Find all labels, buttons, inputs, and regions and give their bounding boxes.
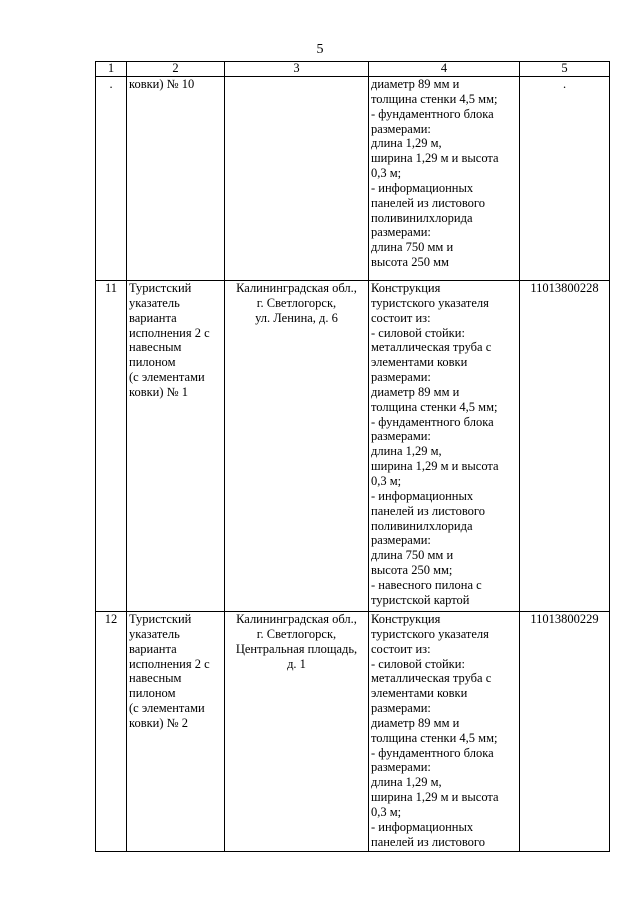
- description-line: ширина 1,29 м и высота: [371, 459, 499, 474]
- description-line: Конструкция: [371, 612, 441, 626]
- description-line: размерами:: [371, 121, 431, 136]
- description-line: толщина стенки 4,5 мм;: [371, 730, 498, 745]
- object-name-line: указатель: [129, 626, 180, 641]
- inventory-code-cell: [520, 281, 610, 612]
- description-line: - фундаментного блока: [371, 414, 494, 429]
- description-line: элементами ковки: [371, 355, 468, 370]
- row-number: 11: [104, 281, 118, 295]
- description-line: состоит из:: [371, 310, 431, 325]
- stray-mark: .: [109, 77, 113, 91]
- description-line: панелей из листового: [371, 195, 485, 210]
- inventory-code: 11013800228: [530, 281, 599, 295]
- description-line: длина 750 мм и: [371, 240, 454, 255]
- description-line: толщина стенки 4,5 мм;: [371, 91, 498, 106]
- description-line: толщина стенки 4,5 мм;: [371, 399, 498, 414]
- description-cell: [369, 77, 520, 281]
- description-line: размерами:: [371, 533, 431, 548]
- description-line: - навесного пилона с: [371, 577, 482, 592]
- address-line: ул. Ленина, д. 6: [255, 310, 338, 325]
- description-line: диаметр 89 мм и: [371, 77, 460, 91]
- object-name-line: варианта: [129, 641, 177, 656]
- description-line: панелей из листового: [371, 834, 485, 849]
- address-line: Калининградская обл.,: [236, 612, 357, 626]
- object-name-line: пилоном: [129, 686, 176, 701]
- address-cell: [225, 612, 369, 852]
- inventory-code-cell: [520, 77, 610, 281]
- description-line: длина 1,29 м,: [371, 136, 442, 151]
- address-cell: [225, 77, 369, 281]
- header-cell-5: 5: [520, 62, 610, 77]
- description-line: панелей из листового: [371, 503, 485, 518]
- object-name-line: варианта: [129, 310, 177, 325]
- object-name-cell: [127, 77, 225, 281]
- address-line: д. 1: [287, 656, 306, 671]
- object-name-cell: [127, 612, 225, 852]
- table-row: [96, 281, 610, 612]
- object-name-line: исполнения 2 с: [129, 656, 210, 671]
- description-cell: [369, 281, 520, 612]
- description-line: металлическая труба с: [371, 340, 492, 355]
- inventory-code-cell: [520, 612, 610, 852]
- description-line: - силовой стойки:: [371, 325, 465, 340]
- description-line: - фундаментного блока: [371, 106, 494, 121]
- description-line: - силовой стойки:: [371, 656, 465, 671]
- page-number: 5: [316, 42, 324, 57]
- object-name-line: ковки) № 1: [129, 384, 188, 399]
- inventory-code: 11013800229: [530, 612, 599, 626]
- header-cell-1: 1: [96, 62, 127, 77]
- description-line: размерами:: [371, 225, 431, 240]
- object-name-line: указатель: [129, 295, 180, 310]
- row-number-cell: [96, 612, 127, 852]
- description-line: металлическая труба с: [371, 671, 492, 686]
- header-cell-4: 4: [369, 62, 520, 77]
- description-line: диаметр 89 мм и: [371, 715, 460, 730]
- object-name-line: пилоном: [129, 355, 176, 370]
- table-row: [96, 612, 610, 852]
- address-line: г. Светлогорск,: [256, 295, 337, 310]
- description-line: туристского указателя: [371, 626, 489, 641]
- header-cell-2: 2: [127, 62, 225, 77]
- description-line: 0,3 м;: [371, 166, 402, 181]
- description-line: - фундаментного блока: [371, 745, 494, 760]
- description-line: поливинилхлорида: [371, 518, 473, 533]
- stray-mark: .: [562, 77, 567, 91]
- description-line: туристской картой: [371, 592, 470, 607]
- description-line: 0,3 м;: [371, 804, 402, 819]
- object-name-line: ковки) № 10: [129, 77, 195, 91]
- description-line: высота 250 мм;: [371, 563, 453, 578]
- address-cell: [225, 281, 369, 612]
- description-line: длина 1,29 м,: [371, 444, 442, 459]
- object-name-line: Туристский: [129, 281, 192, 295]
- object-name-cell: [127, 281, 225, 612]
- row-number: 12: [104, 612, 118, 626]
- description-line: размерами:: [371, 429, 431, 444]
- table-row: [96, 77, 610, 281]
- description-line: состоит из:: [371, 641, 431, 656]
- register-table: [95, 61, 610, 852]
- description-line: размерами:: [371, 760, 431, 775]
- object-name-line: Туристский: [129, 612, 192, 626]
- description-line: длина 1,29 м,: [371, 775, 442, 790]
- description-line: 0,3 м;: [371, 473, 402, 488]
- object-name-line: (с элементами: [129, 701, 205, 716]
- description-line: туристского указателя: [371, 295, 489, 310]
- header-cell-3: 3: [225, 62, 369, 77]
- row-number-cell: [96, 77, 127, 281]
- description-line: ширина 1,29 м и высота: [371, 790, 499, 805]
- description-line: поливинилхлорида: [371, 210, 473, 225]
- address-line: г. Светлогорск,: [256, 626, 337, 641]
- address-line: Центральная площадь,: [235, 641, 358, 656]
- description-line: длина 750 мм и: [371, 548, 454, 563]
- description-cell: [369, 612, 520, 852]
- description-line: - информационных: [371, 819, 474, 834]
- object-name-line: исполнения 2 с: [129, 325, 210, 340]
- object-name-line: ковки) № 2: [129, 715, 188, 730]
- table-header-row: [96, 62, 610, 77]
- description-line: размерами:: [371, 370, 431, 385]
- description-line: размерами:: [371, 701, 431, 716]
- description-line: - информационных: [371, 180, 474, 195]
- object-name-line: навесным: [129, 671, 182, 686]
- description-line: высота 250 мм: [371, 255, 449, 270]
- description-line: ширина 1,29 м и высота: [371, 151, 499, 166]
- address-line: Калининградская обл.,: [236, 281, 357, 295]
- description-line: диаметр 89 мм и: [371, 384, 460, 399]
- description-line: - информационных: [371, 488, 474, 503]
- description-line: Конструкция: [371, 281, 441, 295]
- object-name-line: навесным: [129, 340, 182, 355]
- row-number-cell: [96, 281, 127, 612]
- description-line: элементами ковки: [371, 686, 468, 701]
- object-name-line: (с элементами: [129, 370, 205, 385]
